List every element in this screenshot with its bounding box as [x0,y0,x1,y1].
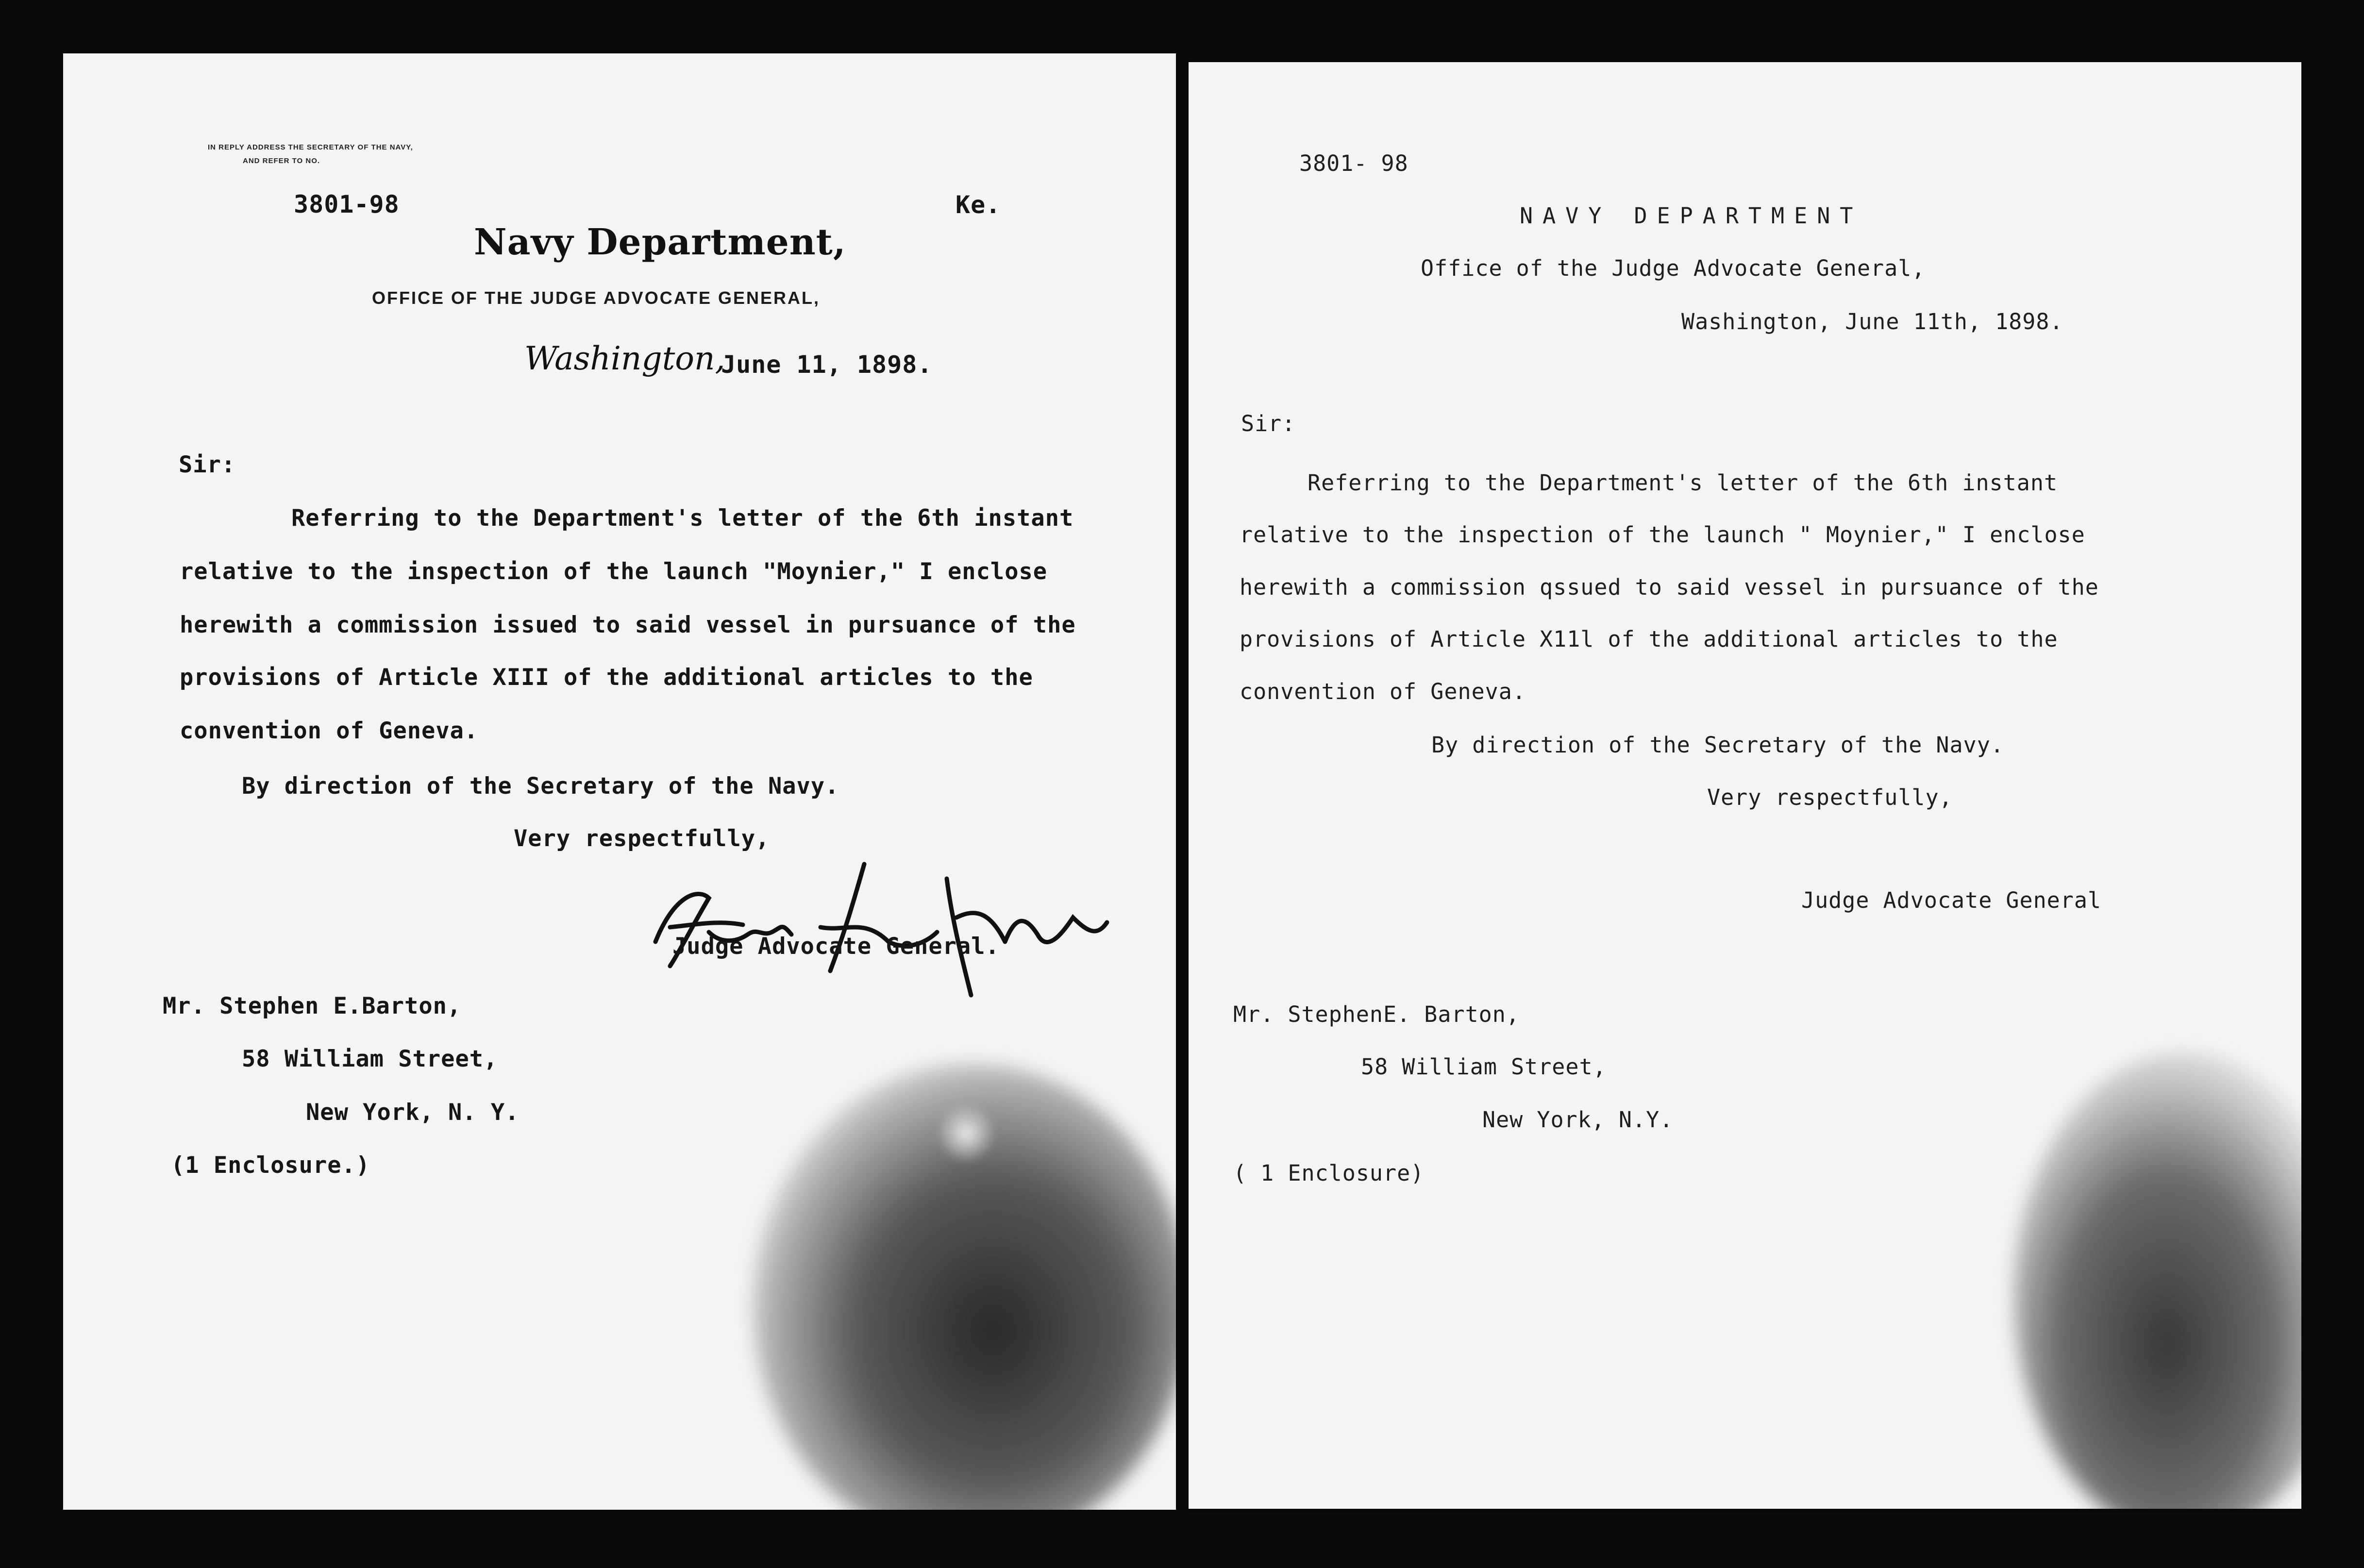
address-street: 58 William Street, [242,1046,498,1072]
address-name: Mr. Stephen E.Barton, [163,993,462,1019]
right-letter-page [1189,62,2301,1509]
body-line: relative to the inspection of the launch " Moynier," I enclose [1240,522,2085,548]
body-line: provisions of Article X11l of the additional articles to the [1240,626,2058,652]
address-city: New York, N. Y. [306,1099,520,1126]
closing: Very respectfully, [514,825,770,852]
address-street: 58 William Street, [1361,1054,1607,1080]
direction-line: By direction of the Secretary of the Navy. [242,773,839,800]
signature-title: Judge Advocate General. [672,933,1000,960]
file-initials: Ke. [956,191,1001,219]
salutation: Sir: [1241,411,1296,436]
reply-instruction-line2: AND REFER TO NO. [243,157,320,165]
body-line: convention of Geneva. [1240,679,1526,704]
address-city: New York, N.Y. [1482,1107,1674,1133]
closing: Very respectfully, [1707,784,1953,810]
body-line: convention of Geneva. [180,717,479,744]
address-name: Mr. StephenE. Barton, [1233,1001,1520,1027]
reply-instruction-line1: IN REPLY ADDRESS THE SECRETARY OF THE NAVY, [208,143,413,151]
enclosure-note: (1 Enclosure.) [171,1152,370,1179]
body-line: Referring to the Department's letter of the 6th instant [1308,470,2058,496]
signature-title: Judge Advocate General [1801,887,2102,913]
file-number: 3801-98 [294,190,400,218]
letterhead-office: Office of the Judge Advocate General, [1421,255,1926,281]
body-line: provisions of Article XIII of the additional articles to the [180,664,1033,691]
direction-line: By direction of the Secretary of the Navy. [1431,732,2004,758]
date-line: Washington, June 11th, 1898. [1681,309,2063,334]
left-letter-page [63,53,1176,1510]
salutation: Sir: [179,451,236,478]
body-line: herewith a commission issued to said vessel in pursuance of the [180,612,1076,638]
body-line: Referring to the Department's letter of the 6th instant [291,505,1074,532]
letterhead-department: NAVY DEPARTMENT [1520,203,1863,229]
letter-date: June 11, 1898. [721,350,933,379]
body-line: herewith a commission qssued to said vessel in pursuance of the [1240,574,2099,600]
body-line: relative to the inspection of the launch "Moynier," I enclose [180,558,1048,585]
stain-highlight [937,1102,995,1165]
enclosure-note: ( 1 Enclosure) [1233,1160,1425,1186]
file-number: 3801- 98 [1299,150,1408,176]
letterhead-department: Navy Department, [474,221,846,263]
water-stain [2014,1052,2301,1509]
letterhead-office: OFFICE OF THE JUDGE ADVOCATE GENERAL, [372,288,821,308]
letterhead-place: Washington, [524,340,725,377]
